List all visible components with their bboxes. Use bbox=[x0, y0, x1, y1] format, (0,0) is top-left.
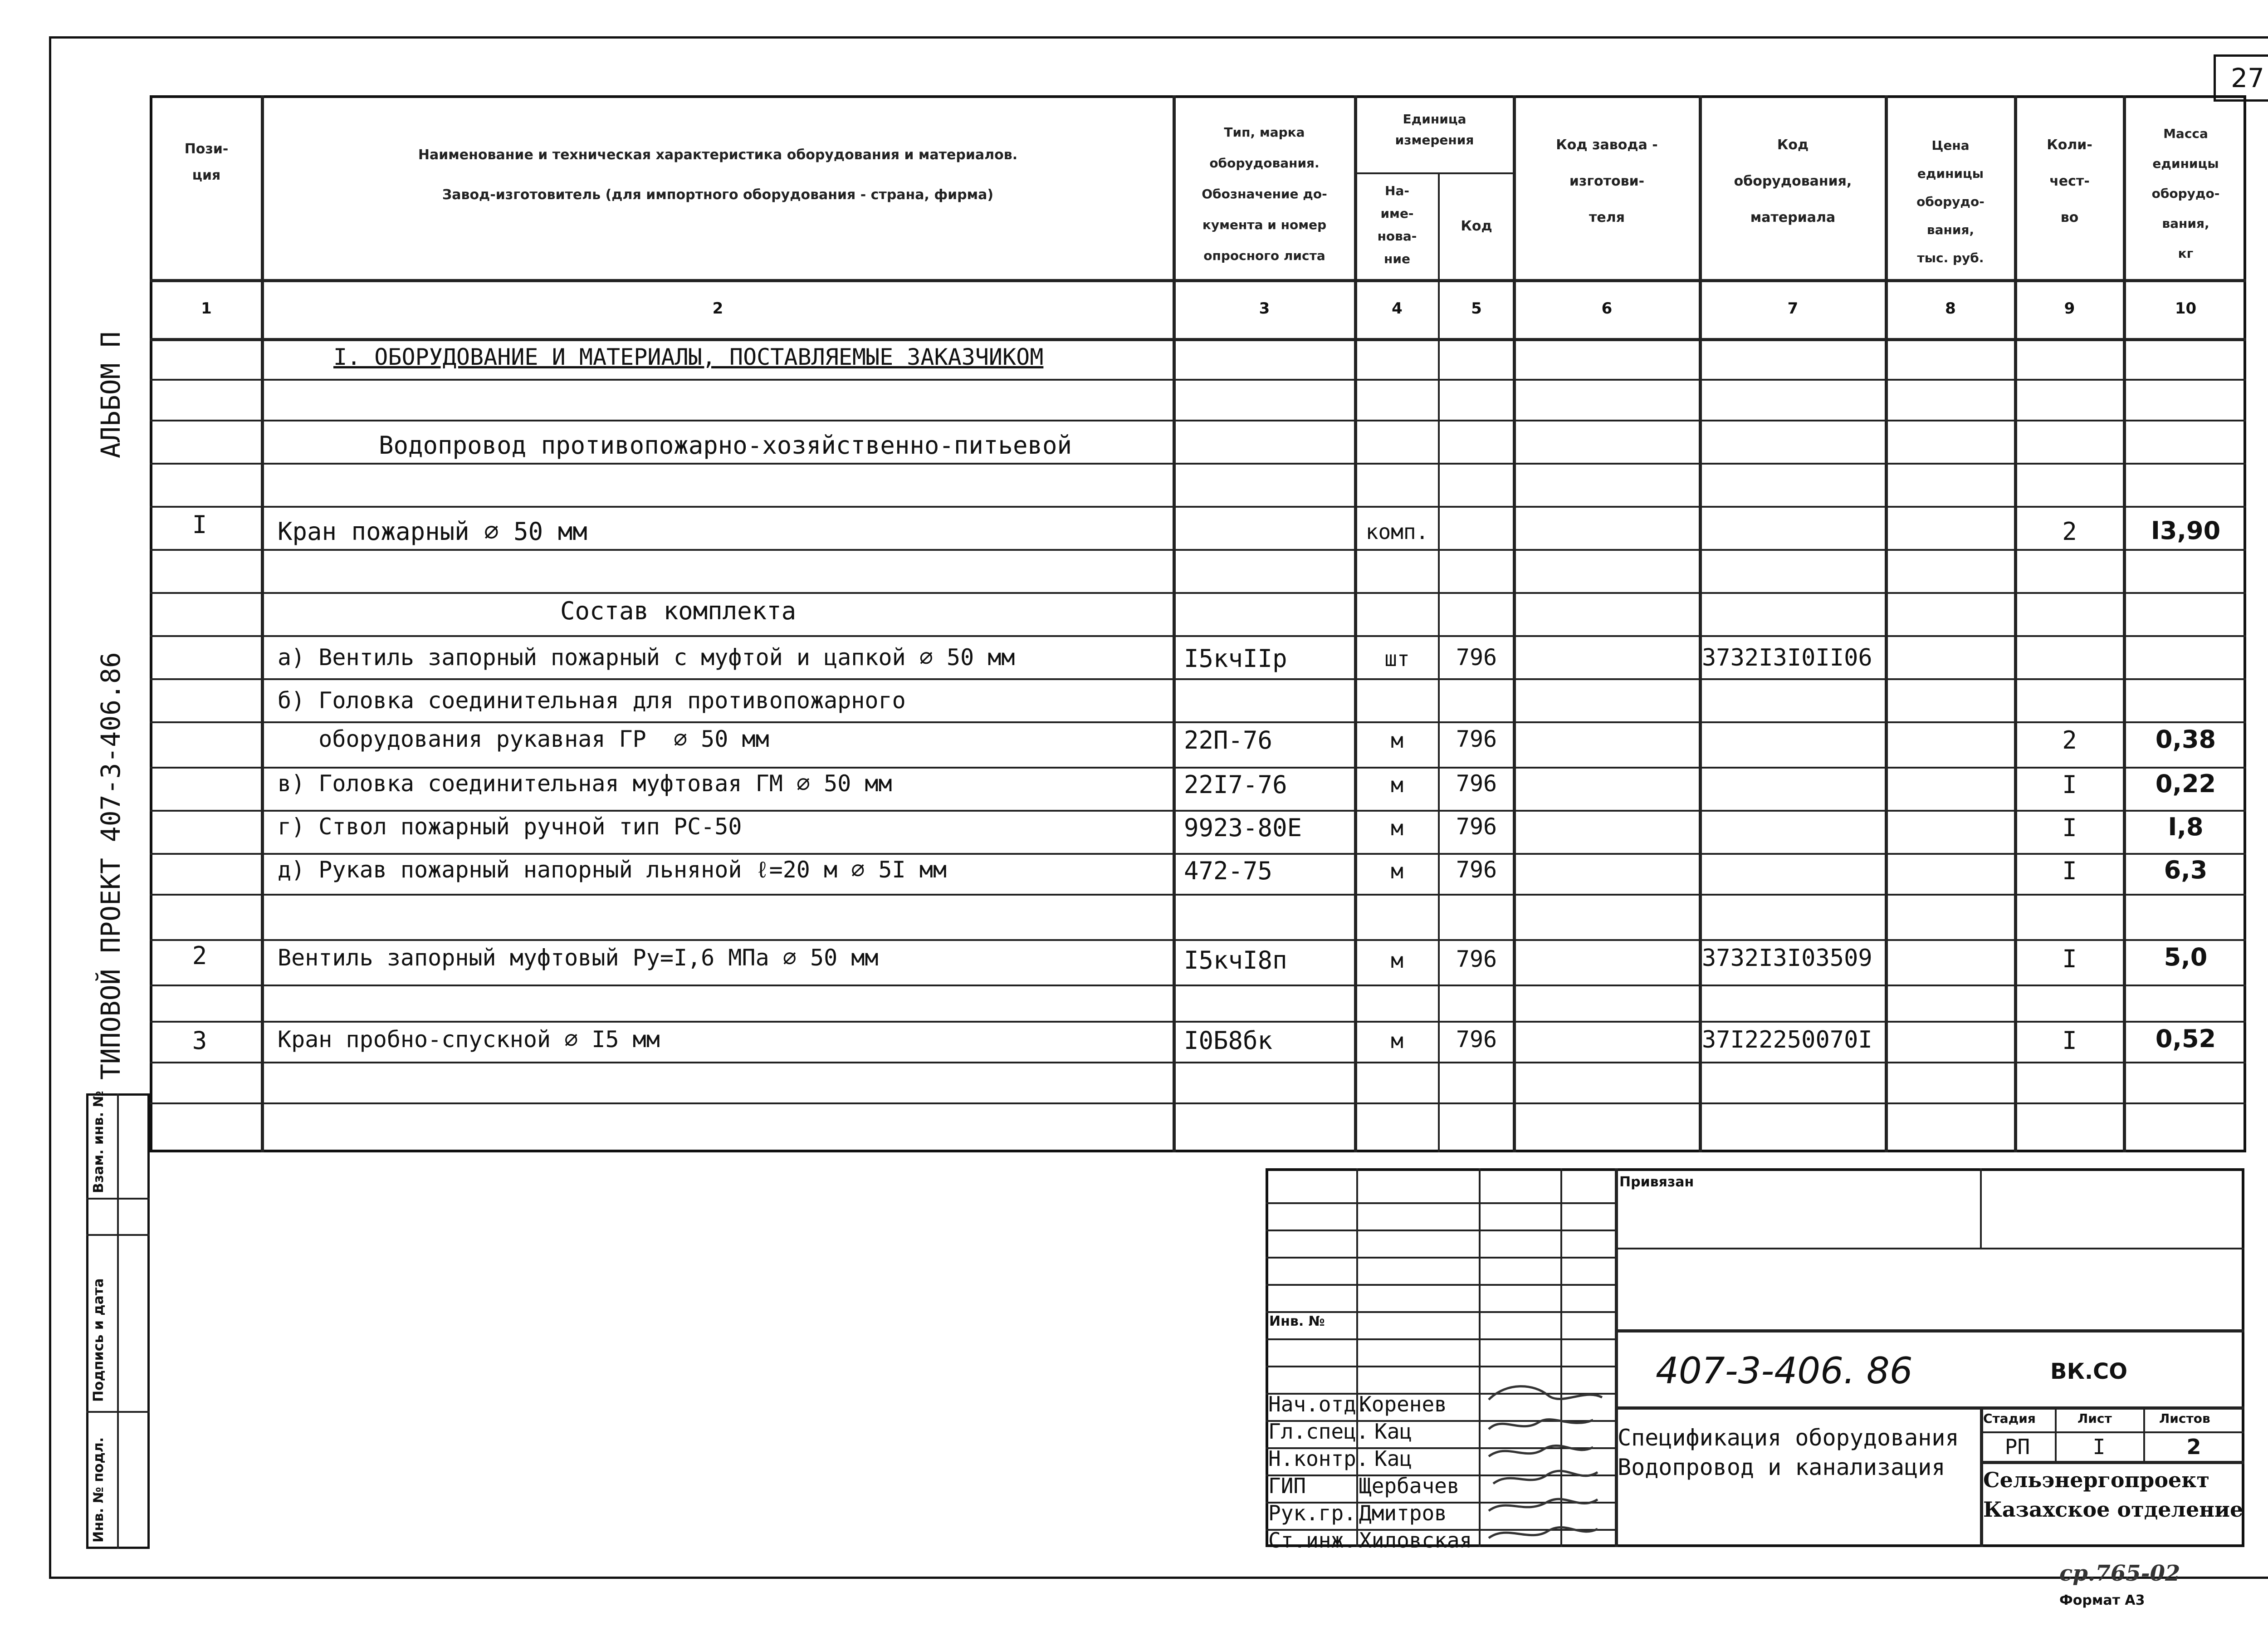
row1-pos: I bbox=[192, 510, 207, 539]
col-num-1: 1 bbox=[201, 299, 212, 318]
row-c-type: 22I7-76 bbox=[1184, 770, 1287, 799]
sheets-label: Листов bbox=[2159, 1411, 2210, 1426]
col-num-8: 8 bbox=[1945, 299, 1956, 318]
row1-name: Кран пожарный ⌀ 50 мм bbox=[278, 517, 587, 546]
row1-qty: 2 bbox=[2062, 517, 2077, 546]
row3-pos: 3 bbox=[192, 1026, 207, 1055]
col-num-3: 3 bbox=[1259, 299, 1270, 318]
org-line2: Казахское отделение bbox=[1983, 1497, 2244, 1522]
row3-code: 796 bbox=[1456, 1026, 1497, 1053]
stage-value: РП bbox=[2004, 1435, 2030, 1459]
row-b-code: 796 bbox=[1456, 726, 1497, 752]
col-num-9: 9 bbox=[2064, 299, 2075, 318]
row-e-type: 472-75 bbox=[1184, 857, 1273, 885]
header-mass: Масса единицы оборудо- вания, кг bbox=[2151, 126, 2220, 261]
header-unit: Единица измерения bbox=[1395, 112, 1474, 147]
row-e-mass: 6,3 bbox=[2164, 856, 2208, 884]
format-label: Формат А3 bbox=[2059, 1592, 2145, 1608]
role-0: Нач.отд. bbox=[1268, 1392, 1369, 1416]
row2-name: Вентиль запорный муфтовый Ру=I,6 МПа ⌀ 50 мм bbox=[278, 945, 879, 971]
header-name: Наименование и техническая характеристика оборудования и материалов. Завод-изготовитель (для импортного оборудования - страна, фирма) bbox=[418, 147, 1018, 203]
row-c-mass: 0,22 bbox=[2155, 769, 2216, 798]
col-num-2: 2 bbox=[712, 299, 723, 318]
header-material-code: Код оборудования, материала bbox=[1734, 137, 1852, 225]
stage-label: Стадия bbox=[1983, 1411, 2036, 1426]
row-d-unit: м bbox=[1391, 816, 1403, 840]
row-b-type: 22П-76 bbox=[1184, 726, 1273, 754]
col-num-5: 5 bbox=[1471, 299, 1482, 318]
col-num-10: 10 bbox=[2175, 299, 2197, 318]
stamp-signature-date: Подпись и дата bbox=[91, 1278, 107, 1402]
row2-qty: I bbox=[2062, 945, 2077, 973]
header-type: Тип, марка оборудования. Обозначение до- кумента и номер опросного листа bbox=[1202, 125, 1327, 263]
stamp-inv-orig: Инв. № подл. bbox=[91, 1437, 107, 1543]
col-num-4: 4 bbox=[1392, 299, 1403, 318]
row2-code: 796 bbox=[1456, 946, 1497, 972]
row3-matcode: 37I22250070I bbox=[1702, 1026, 1872, 1053]
header-price: Цена единицы оборудо- вания, тыс. руб. bbox=[1916, 138, 1984, 265]
row1-unit: комп. bbox=[1365, 519, 1429, 544]
role-1: Гл.спец. bbox=[1268, 1419, 1369, 1444]
name-5: Хиловская bbox=[1359, 1528, 1472, 1553]
row-d-mass: I,8 bbox=[2168, 813, 2204, 841]
org-line1: Сельэнергопроект bbox=[1983, 1468, 2210, 1492]
row-b-name1: б) Головка соединительная для противопожарного bbox=[278, 687, 906, 714]
sheets-value: 2 bbox=[2186, 1435, 2201, 1459]
row2-pos: 2 bbox=[192, 941, 207, 970]
row-a-matcode: 3732I3I0II06 bbox=[1702, 644, 1872, 671]
header-unit-name: На- име- нова- ние bbox=[1377, 183, 1417, 266]
header-quantity: Коли- чест- во bbox=[2047, 137, 2092, 225]
footer-ref: ср.765-02 bbox=[2059, 1561, 2180, 1586]
row-b-name2: оборудования рукавная ГР ⌀ 50 мм bbox=[278, 726, 769, 752]
row1-mass: I3,90 bbox=[2151, 516, 2221, 545]
row2-type: I5кчI8п bbox=[1184, 946, 1287, 975]
row3-mass: 0,52 bbox=[2155, 1024, 2216, 1053]
kit-title: Состав комплекта bbox=[560, 597, 797, 625]
row-e-code: 796 bbox=[1456, 857, 1497, 883]
sheet-number: 27 bbox=[2231, 63, 2264, 93]
sheet-label: Лист bbox=[2077, 1411, 2112, 1426]
section-title: I. ОБОРУДОВАНИЕ И МАТЕРИАЛЫ, ПОСТАВЛЯЕМЫЕ ЗАКАЗЧИКОМ bbox=[333, 344, 1044, 370]
row-a-unit: шт bbox=[1384, 647, 1410, 671]
doc-title-line2: Водопровод и канализация bbox=[1618, 1454, 1945, 1480]
name-3: Щербачев bbox=[1359, 1474, 1460, 1498]
name-1: Кац bbox=[1374, 1419, 1413, 1444]
row-d-type: 9923-80Е bbox=[1184, 813, 1302, 842]
row2-unit: м bbox=[1391, 948, 1403, 973]
doc-title-line1: Спецификация оборудования bbox=[1618, 1425, 1959, 1451]
row-d-name: г) Ствол пожарный ручной тип РС-50 bbox=[278, 813, 742, 840]
row-e-qty: I bbox=[2062, 857, 2077, 885]
header-position: Пози- ция bbox=[184, 141, 229, 183]
stamp-inv-subst: Взам. инв. № bbox=[91, 1091, 107, 1193]
row-b-qty: 2 bbox=[2062, 726, 2077, 754]
role-4: Рук.гр. bbox=[1268, 1501, 1356, 1525]
row3-name: Кран пробно-спускной ⌀ I5 мм bbox=[278, 1026, 660, 1053]
subtitle: Водопровод противопожарно-хозяйственно-питьевой bbox=[379, 431, 1072, 460]
role-2: Н.контр. bbox=[1268, 1446, 1369, 1471]
row-c-name: в) Головка соединительная муфтовая ГМ ⌀ 50 мм bbox=[278, 770, 892, 797]
role-5: Ст.инж. bbox=[1268, 1528, 1356, 1553]
header-plant-code: Код завода - изготови- теля bbox=[1556, 137, 1658, 225]
row-c-code: 796 bbox=[1456, 770, 1497, 797]
row-d-code: 796 bbox=[1456, 813, 1497, 840]
col-num-6: 6 bbox=[1601, 299, 1613, 318]
row-e-unit: м bbox=[1391, 859, 1403, 883]
row2-matcode: 3732I3I03509 bbox=[1702, 945, 1872, 972]
role-3: ГИП bbox=[1268, 1474, 1306, 1498]
sheet-value: I bbox=[2092, 1435, 2106, 1459]
row-e-name: д) Рукав пожарный напорный льняной ℓ=20 м ⌀ 5I мм bbox=[278, 857, 947, 883]
row-d-qty: I bbox=[2062, 813, 2077, 842]
row-a-name: а) Вентиль запорный пожарный с муфтой и цапкой ⌀ 50 мм bbox=[278, 644, 1015, 671]
album-label: АЛЬБОМ П bbox=[95, 331, 126, 458]
row-c-unit: м bbox=[1391, 773, 1403, 797]
signatures bbox=[1480, 1379, 1616, 1552]
project-label: ТИПОВОЙ ПРОЕКТ 407-3-406.86 bbox=[95, 652, 126, 1080]
header-unit-code: Код bbox=[1461, 218, 1492, 234]
row2-mass: 5,0 bbox=[2164, 943, 2208, 971]
row3-unit: м bbox=[1391, 1029, 1403, 1053]
doc-mark: ВК.СО bbox=[2050, 1359, 2128, 1384]
name-4: Дмитров bbox=[1359, 1501, 1447, 1525]
row3-type: I0Б8бк bbox=[1184, 1026, 1273, 1055]
row3-qty: I bbox=[2062, 1026, 2077, 1055]
row-a-type: I5кчIIр bbox=[1184, 644, 1287, 673]
doc-code: 407-3-406. 86 bbox=[1656, 1350, 1913, 1392]
row-a-code: 796 bbox=[1456, 644, 1497, 671]
row-c-qty: I bbox=[2062, 770, 2077, 799]
name-0: Коренев bbox=[1359, 1392, 1447, 1416]
name-2: Кац bbox=[1374, 1446, 1413, 1471]
inv-no-label: Инв. № bbox=[1269, 1313, 1325, 1329]
attached-label: Привязан bbox=[1619, 1174, 1694, 1190]
row-b-mass: 0,38 bbox=[2155, 725, 2216, 754]
col-num-7: 7 bbox=[1787, 299, 1799, 318]
row-b-unit: м bbox=[1391, 728, 1403, 753]
